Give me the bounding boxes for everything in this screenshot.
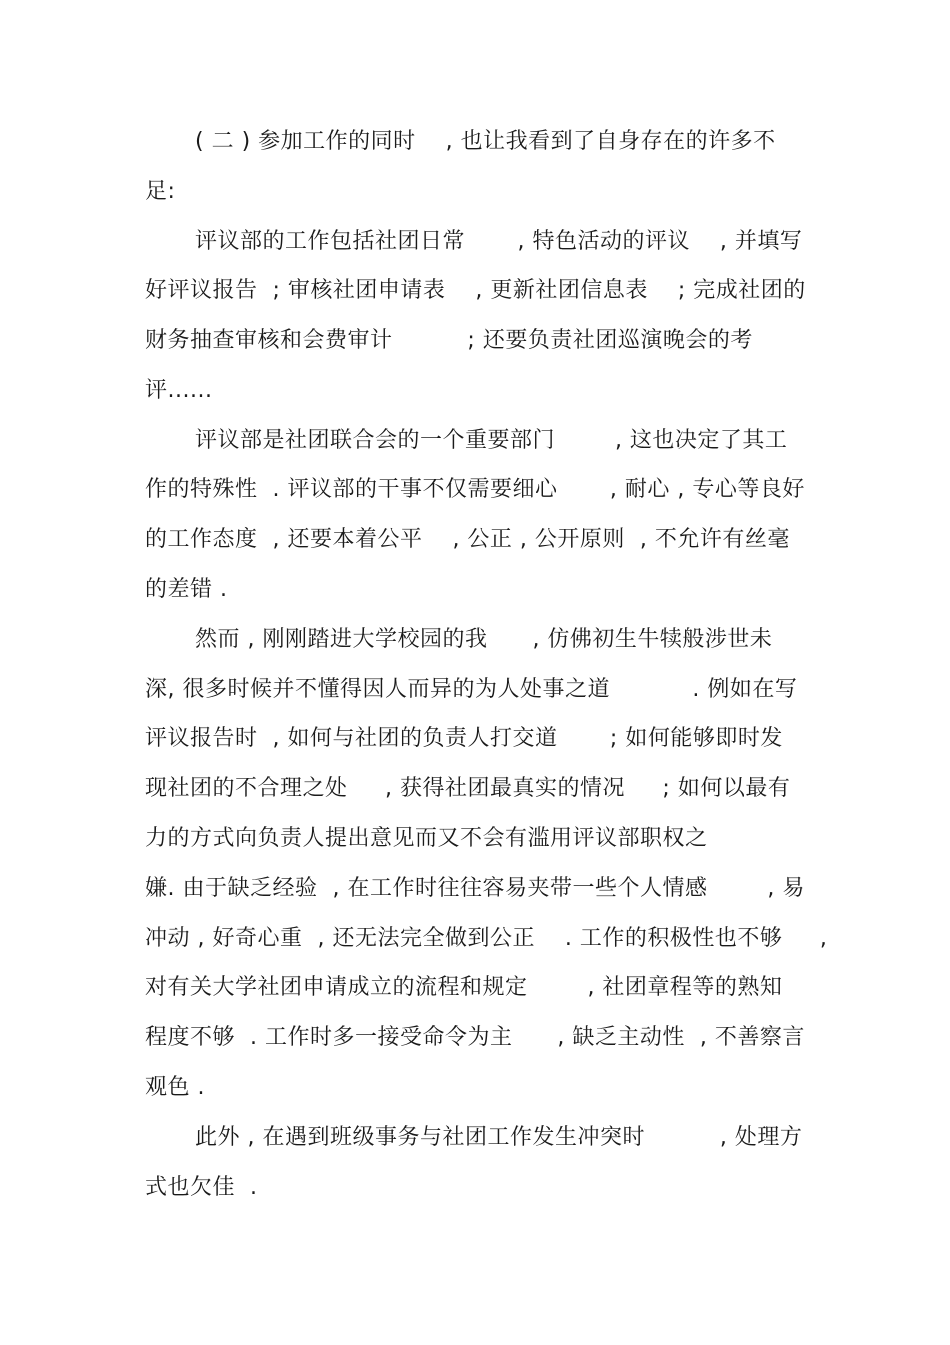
paragraph-2-line-2: 好评议报告 ; 审核社团申请表 , 更新社团信息表 ; 完成社团的 <box>145 278 806 303</box>
paragraph-3-line-3: 的工作态度 , 还要本着公平 , 公正 , 公开原则 , 不允许有丝毫 <box>145 527 790 552</box>
paragraph-4-line-8: 对有关大学社团申请成立的流程和规定 , 社团章程等的熟知 <box>145 975 783 1000</box>
paragraph-5-line-1: 此外 , 在遇到班级事务与社团工作发生冲突时 , 处理方 <box>195 1125 803 1150</box>
paragraph-4-line-5: 力的方式向负责人提出意见而又不会有滥用评议部职权之 <box>145 826 708 851</box>
paragraph-4-line-10: 观色 . <box>145 1075 205 1100</box>
paragraph-5-line-2: 式也欠佳 . <box>145 1175 258 1200</box>
paragraph-3-line-1: 评议部是社团联合会的一个重要部门 , 这也决定了其工 <box>195 428 788 453</box>
paragraph-3-line-4: 的差错 . <box>145 577 228 602</box>
paragraph-1-line-2: 足: <box>145 179 176 204</box>
paragraph-4-line-2: 深, 很多时候并不懂得因人而异的为人处事之道 . 例如在写 <box>145 677 798 702</box>
paragraph-4-line-7: 冲动 , 好奇心重 , 还无法完全做到公正 . 工作的积极性也不够 , <box>145 926 828 951</box>
paragraph-2-line-4: 评...... <box>145 378 213 403</box>
paragraph-4-line-3: 评议报告时 , 如何与社团的负责人打交道 ; 如何能够即时发 <box>145 726 783 751</box>
paragraph-2-line-3: 财务抽查审核和会费审计 ; 还要负责社团巡演晚会的考 <box>145 328 753 353</box>
paragraph-4-line-9: 程度不够 . 工作时多一接受命令为主 , 缺乏主动性 , 不善察言 <box>145 1025 805 1050</box>
paragraph-4-line-1: 然而 , 刚刚踏进大学校园的我 , 仿佛初生牛犊般涉世未 <box>195 627 773 652</box>
paragraph-1-line-1: ( 二 ) 参加工作的同时 , 也让我看到了自身存在的许多不 <box>195 129 776 154</box>
paragraph-3-line-2: 作的特殊性 . 评议部的干事不仅需要细心 , 耐心 , 专心等良好 <box>145 477 805 502</box>
paragraph-4-line-4: 现社团的不合理之处 , 获得社团最真实的情况 ; 如何以最有 <box>145 776 791 801</box>
paragraph-2-line-1: 评议部的工作包括社团日常 , 特色活动的评议 , 并填写 <box>195 229 803 254</box>
paragraph-4-line-6: 嫌. 由于缺乏经验 , 在工作时往往容易夹带一些个人情感 , 易 <box>145 876 805 901</box>
